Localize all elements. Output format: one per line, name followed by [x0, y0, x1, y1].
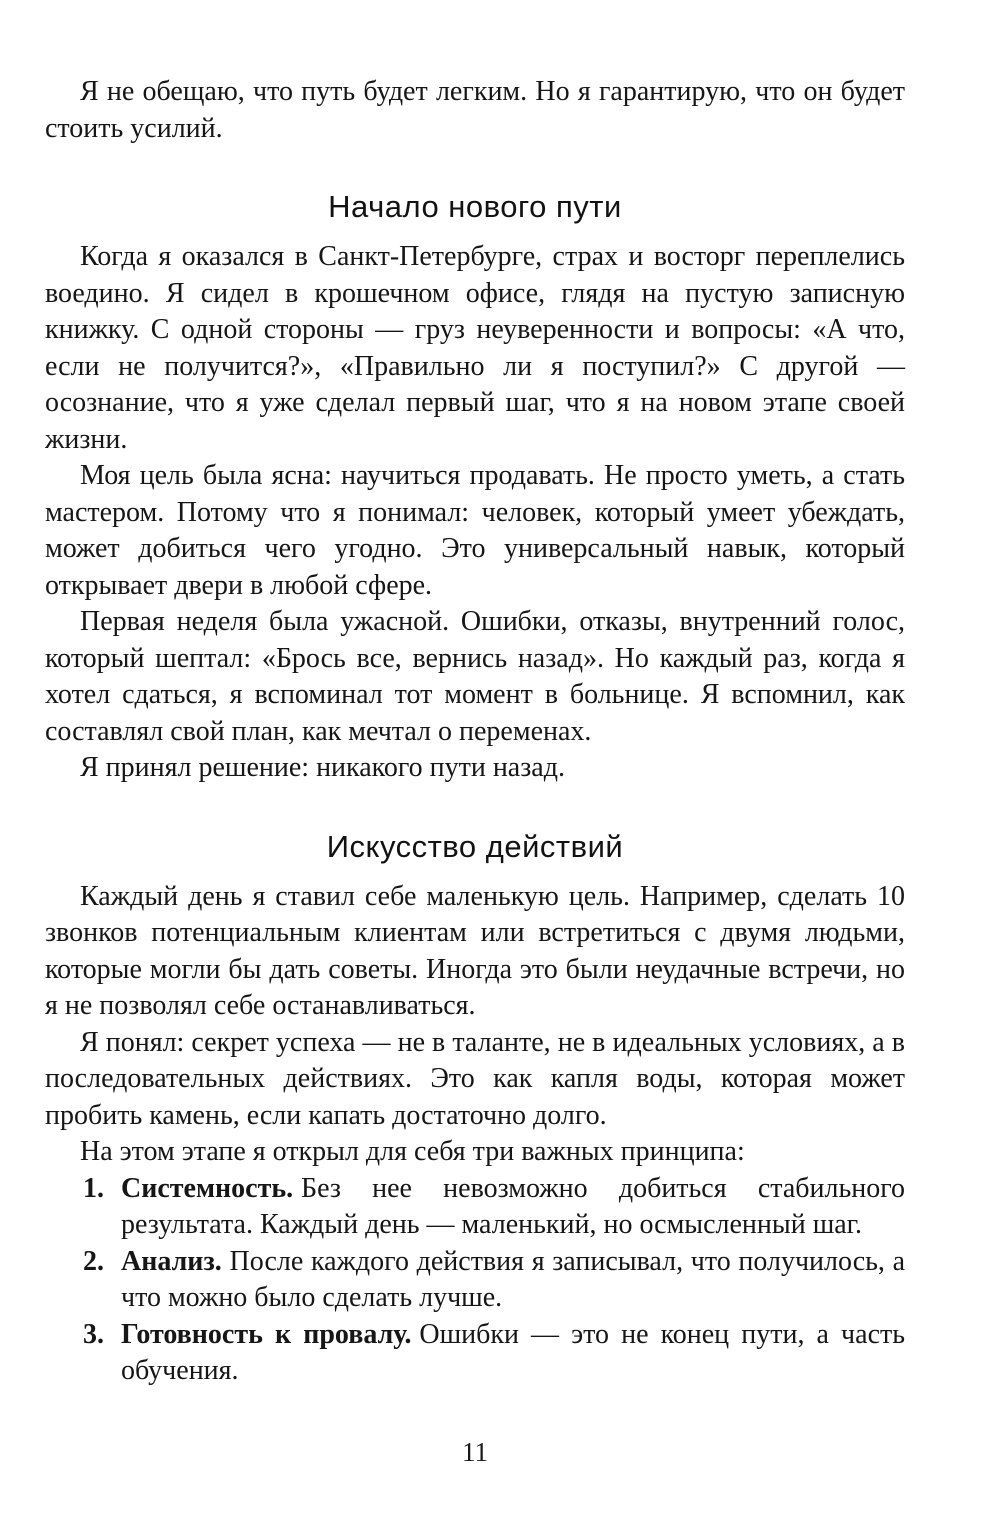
opening-paragraph: Я не обещаю, что путь будет легким. Но я гарантирую, что он будет стоить усилий. — [45, 76, 905, 144]
list-item-lead: Системность. — [121, 1172, 294, 1204]
list-item-number: 3. — [83, 1318, 104, 1350]
list-item-lead: Готовность к провалу. — [121, 1318, 412, 1350]
principles-list — [45, 1171, 905, 1390]
paragraph: Я принял решение: никакого пути назад. — [80, 752, 565, 783]
paragraph: Каждый день я ставил себе маленькую цель. Например, сделать 10 звонков потенциальным клиентам или встретиться с двумя людьми, которые могли бы дать советы. Иногда это были неудачные встречи, но я не позволял себе останавливаться. — [45, 880, 905, 1021]
list-item-text: После каждого действия я записывал, что получилось, а что можно было сделать лучше. — [121, 1245, 905, 1313]
section-heading-new-path: Начало нового пути — [328, 189, 622, 224]
list-item — [45, 1171, 905, 1244]
page-number: 11 — [462, 1437, 488, 1467]
book-page — [45, 0, 905, 1390]
paragraph: Первая неделя была ужасной. Ошибки, отказы, внутренний голос, который шептал: «Брось все, вернись назад». Но каждый раз, когда я хотел сдаться, я вспоминал тот момент в больнице. Я вспомнил, как составлял свой план, как мечтал о переменах. — [45, 606, 905, 747]
list-item-number: 2. — [83, 1245, 104, 1277]
paragraph: На этом этапе я открыл для себя три важных принципа: — [80, 1136, 745, 1167]
list-item-text: Ошибки — это не конец пути, а часть обучения. — [121, 1318, 906, 1386]
paragraph: Моя цель была ясна: научиться продавать. Не просто уметь, а стать мастером. Потому что я понимал: человек, который умеет убеждать, может добиться чего угодно. Это универсальный навык, который открывает двери в любой сфере. — [45, 460, 905, 601]
list-item-number: 1. — [83, 1172, 104, 1204]
section-heading-art-of-action: Искусство действий — [326, 828, 624, 864]
list-item-text: Без нее невозможно добиться стабильного результата. Каждый день — маленький, но осмысленный шаг. — [121, 1172, 905, 1240]
paragraph: Я понял: секрет успеха — не в таланте, не в идеальных условиях, а в последовательных действиях. Это как капля воды, которая может пробить камень, если капать достаточно долго. — [45, 1026, 905, 1131]
list-item-lead: Анализ. — [121, 1245, 222, 1277]
paragraph: Когда я оказался в Санкт-Петербурге, страх и восторг переплелись воедино. Я сидел в крошечном офисе, глядя на пустую записную книжку. С одной стороны — груз неуверенности и вопросы: «А что, если не получится?», «Правильно ли я поступил?» С другой — осознание, что я уже сделал первый шаг, что я на новом этапе своей жизни. — [45, 241, 905, 455]
list-item — [45, 1317, 905, 1390]
list-item — [45, 1244, 905, 1317]
